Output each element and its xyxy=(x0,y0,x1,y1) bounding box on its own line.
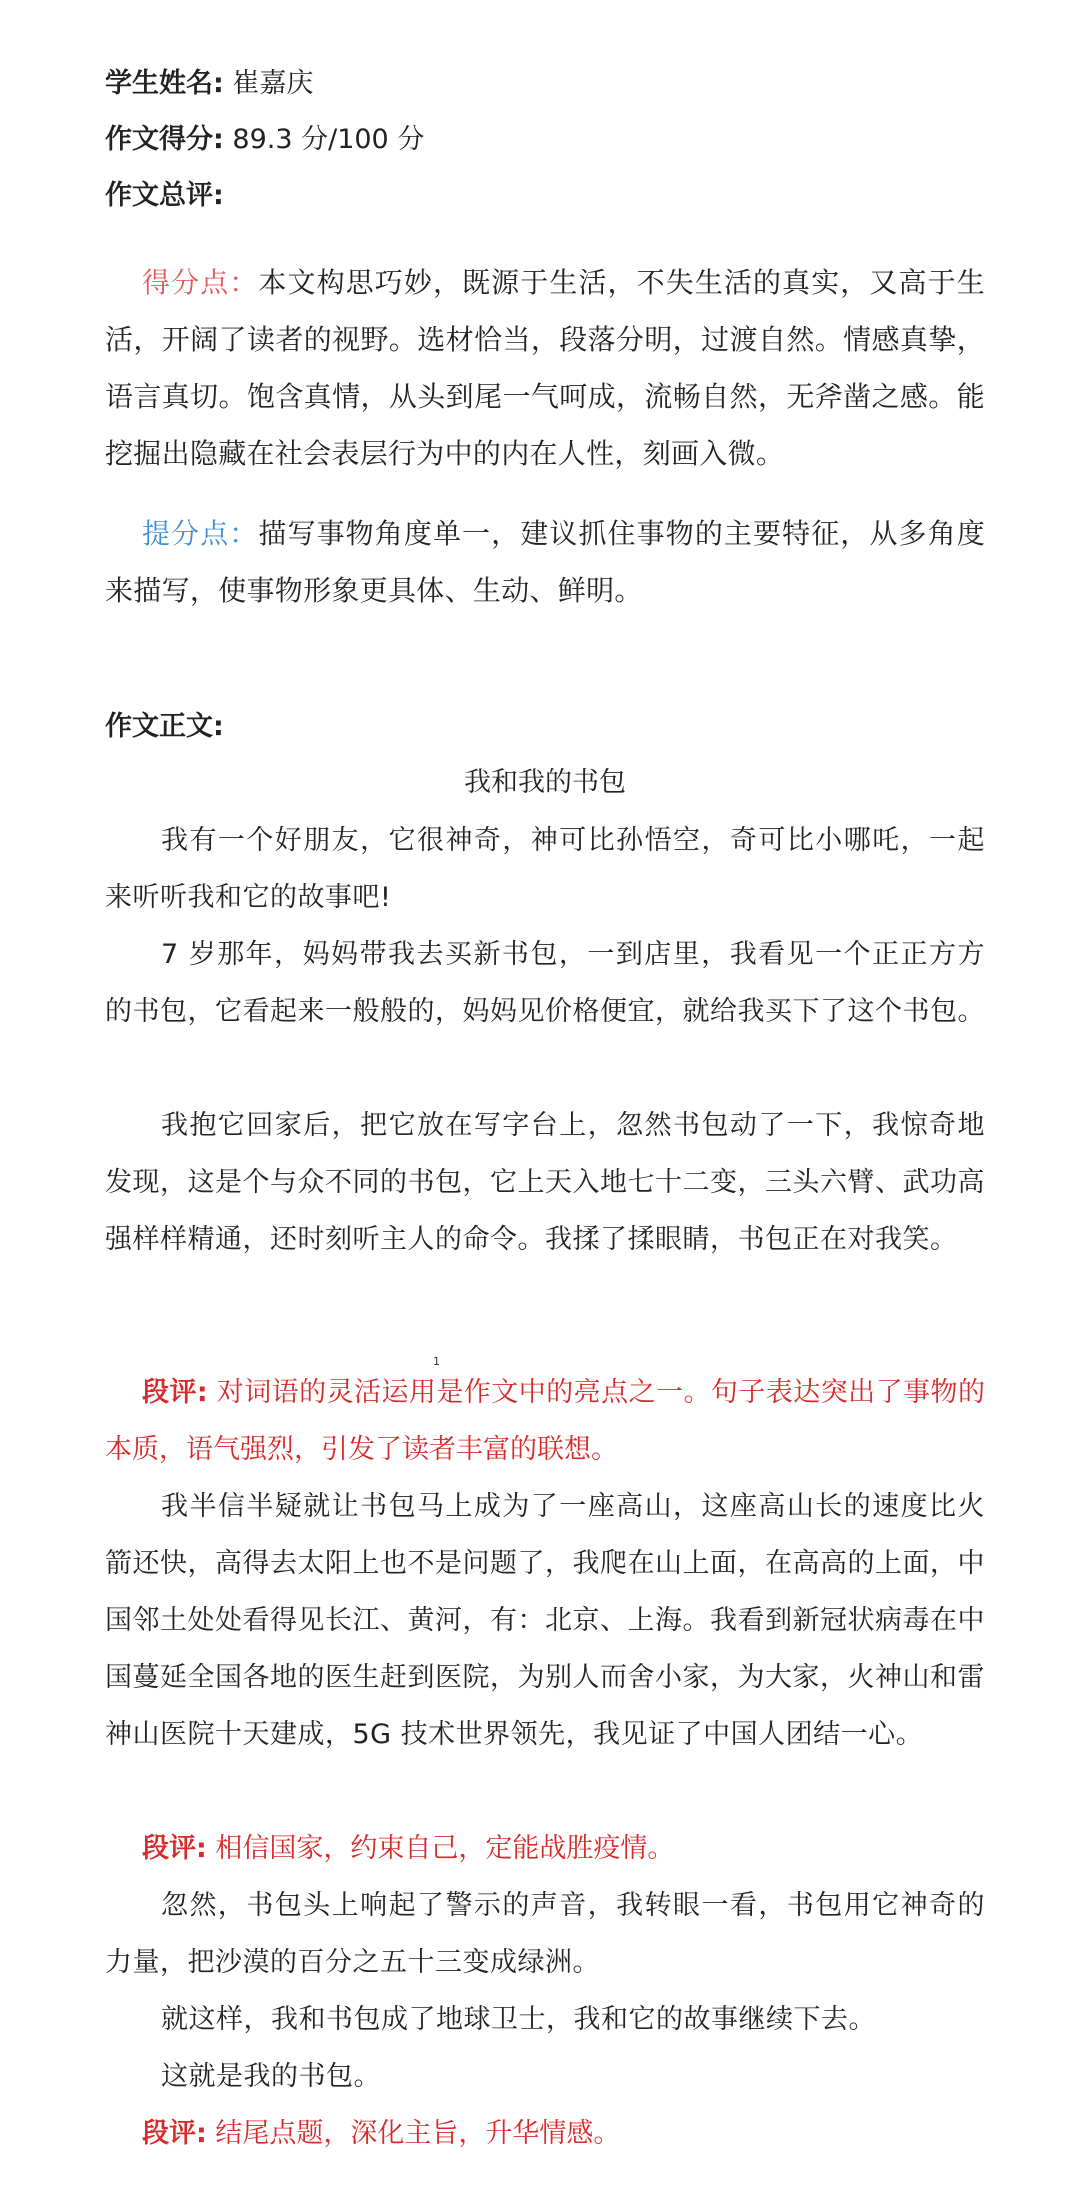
essay-paragraph-3: 我抱它回家后，把它放在写字台上，忽然书包动了一下，我惊奇地发现，这是个与众不同的书包，它上天入地七十二变，三头六臂、武功高强样样精通，还时刻听主人的命令。我揉了揉眼睛，书包正在对我笑。 xyxy=(105,1110,985,1255)
essay-title: 我和我的书包 xyxy=(464,767,626,798)
paragraph-comment-2 xyxy=(105,1820,985,1877)
comment-text: 对词语的灵活运用是作文中的亮点之一。句子表达突出了事物的本质，语气强烈，引发了读者丰富的联想。 xyxy=(105,1377,985,1465)
review-plus-label: 得分点： xyxy=(142,266,259,299)
score-label: 作文得分: xyxy=(105,124,224,155)
essay-label: 作文正文: xyxy=(105,711,224,742)
review-plus xyxy=(105,254,985,482)
essay-paragraph-4: 我半信半疑就让书包马上成为了一座高山，这座高山长的速度比火箭还快，高得去太阳上也不是问题了，我爬在山上面，在高高的上面，中国邻土处处看得见长江、黄河，有：北京、上海。我看到新冠状病毒在中国蔓延全国各地的医生赶到医院，为别人而舍小家，为大家，火神山和雷神山医院十天建成，5G 技术世界领先，我见证了中国人团结一心。 xyxy=(105,1491,985,1750)
comment-text: 相信国家，约束自己，定能战胜疫情。 xyxy=(215,1833,675,1864)
score-line xyxy=(105,120,424,160)
paragraph-comment-3 xyxy=(105,2105,985,2162)
score-value: 89.3 分/100 分 xyxy=(232,124,425,155)
student-name-value: 崔嘉庆 xyxy=(232,68,314,99)
review-minus xyxy=(105,505,985,619)
review-minus-label: 提分点： xyxy=(142,517,259,550)
essay-paragraph-7: 这就是我的书包。 xyxy=(161,2061,381,2092)
review-minus-text: 描写事物角度单一，建议抓住事物的主要特征，从多角度来描写，使事物形象更具体、生动、鲜明。 xyxy=(105,517,985,607)
comment-label: 段评: xyxy=(142,1833,207,1864)
page-number: 1 xyxy=(433,1355,440,1368)
essay-paragraph-2: 7 岁那年，妈妈带我去买新书包，一到店里，我看见一个正正方方的书包，它看起来一般般的，妈妈见价格便宜，就给我买下了这个书包。 xyxy=(105,939,985,1027)
essay-paragraph-6: 就这样，我和书包成了地球卫士，我和它的故事继续下去。 xyxy=(161,2004,876,2035)
review-plus-text: 本文构思巧妙，既源于生活，不失生活的真实，又高于生活，开阔了读者的视野。选材恰当，段落分明，过渡自然。情感真挚，语言真切。饱含真情，从头到尾一气呵成，流畅自然，无斧凿之感。能挖掘出隐藏在社会表层行为中的内在人性，刻画入微。 xyxy=(105,266,985,470)
paragraph-comment-1 xyxy=(105,1364,985,1478)
comment-label: 段评: xyxy=(142,1377,208,1408)
comment-label: 段评: xyxy=(142,2118,207,2149)
essay-paragraph-5: 忽然，书包头上响起了警示的声音，我转眼一看，书包用它神奇的力量，把沙漠的百分之五十三变成绿洲。 xyxy=(105,1890,985,1978)
student-name-label: 学生姓名: xyxy=(105,68,224,99)
comment-text: 结尾点题，深化主旨，升华情感。 xyxy=(215,2118,621,2149)
summary-label: 作文总评: xyxy=(105,180,224,211)
student-name-line xyxy=(105,64,313,104)
essay-paragraph-1: 我有一个好朋友，它很神奇，神可比孙悟空，奇可比小哪吒，一起来听听我和它的故事吧! xyxy=(105,825,985,913)
